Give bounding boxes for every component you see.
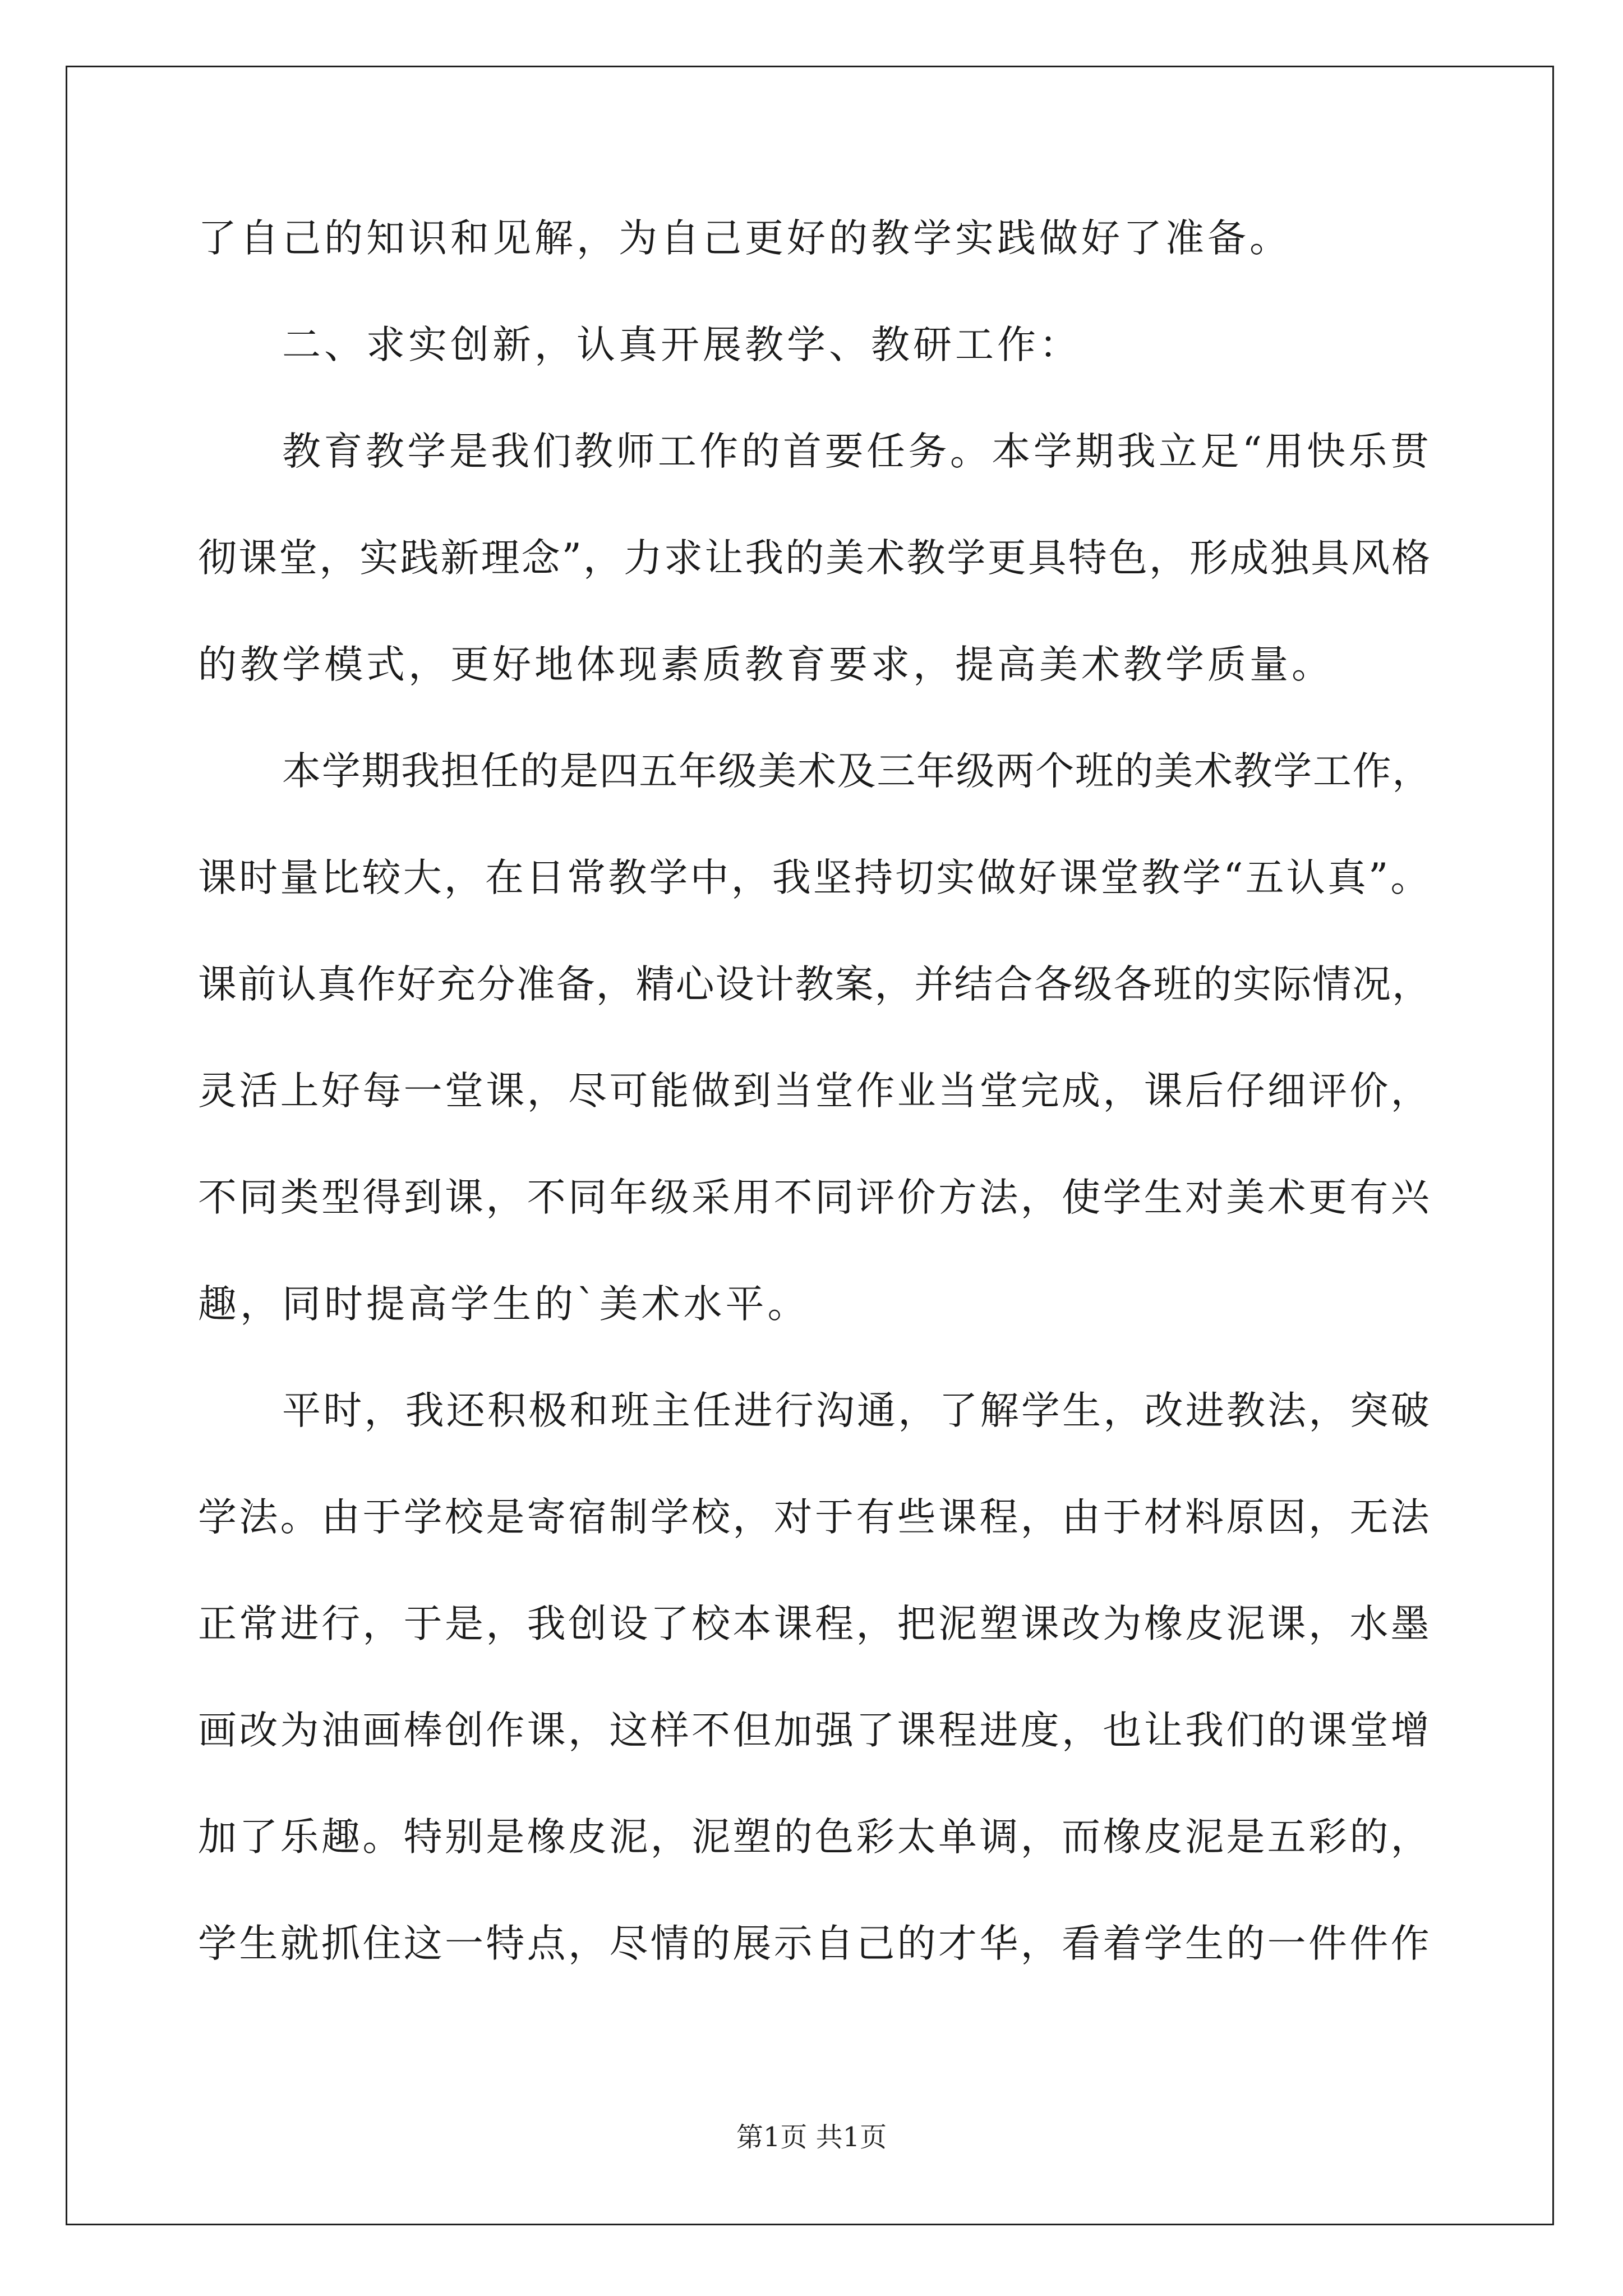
text-line: 学法。由于学校是寄宿制学校，对于有些课程，由于材料原因，无法 [198, 1495, 1432, 1540]
text-line: 不同类型得到课，不同年级采用不同评价方法，使学生对美术更有兴 [198, 1175, 1432, 1220]
text-line: 课时量比较大，在日常教学中，我坚持切实做好课堂教学“五认真”。 [198, 855, 1432, 900]
section-heading: 二、求实创新，认真开展教学、教研工作： [282, 323, 1081, 367]
text-line: 画改为油画棒创作课，这样不但加强了课程进度，也让我们的课堂增 [198, 1708, 1432, 1753]
text-line: 加了乐趣。特别是橡皮泥，泥塑的色彩太单调，而橡皮泥是五彩的， [198, 1815, 1432, 1860]
text-line: 了自己的知识和见解，为自己更好的教学实践做好了准备。 [198, 216, 1292, 261]
text-line: 课前认真作好充分准备，精心设计教案，并结合各级各班的实际情况， [198, 962, 1432, 1007]
page-border [66, 66, 1554, 2225]
text-line: 正常进行，于是，我创设了校本课程，把泥塑课改为橡皮泥课，水墨 [198, 1602, 1432, 1646]
text-line: 趣，同时提高学生的`美术水平。 [198, 1282, 810, 1327]
text-line: 平时，我还积极和班主任进行沟通，了解学生，改进教法，突破 [282, 1388, 1432, 1433]
text-line: 彻课堂，实践新理念”，力求让我的美术教学更具特色，形成独具风格 [198, 536, 1432, 581]
text-line: 教育教学是我们教师工作的首要任务。本学期我立足“用快乐贯 [282, 429, 1432, 474]
text-line: 本学期我担任的是四五年级美术及三年级两个班的美术教学工作， [282, 749, 1432, 794]
text-line: 的教学模式，更好地体现素质教育要求，提高美术教学质量。 [198, 642, 1334, 687]
text-line: 灵活上好每一堂课，尽可能做到当堂作业当堂完成，课后仔细评价， [198, 1069, 1432, 1114]
page-number: 第1页 共1页 [736, 2122, 887, 2153]
text-line: 学生就抓住这一特点，尽情的展示自己的才华，看着学生的一件件作 [198, 1921, 1432, 1966]
